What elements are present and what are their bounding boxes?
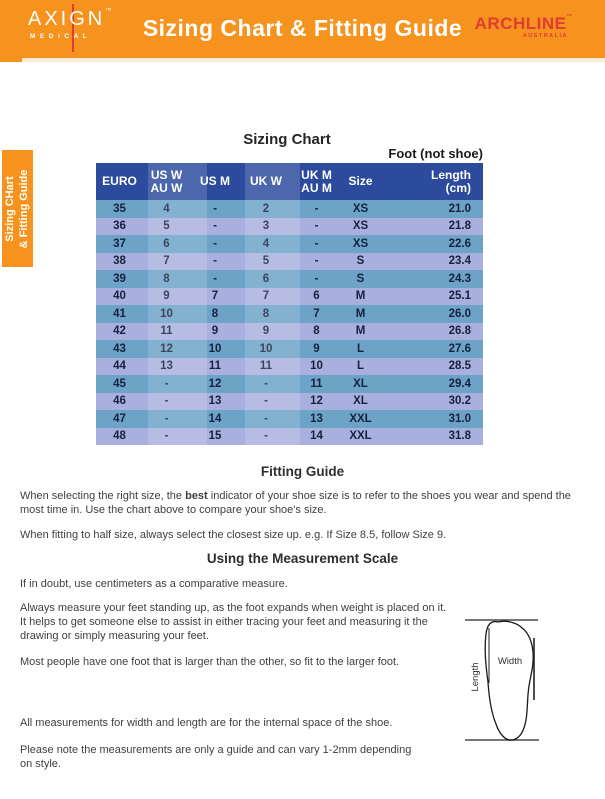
side-tab <box>2 150 33 267</box>
table-cell: S <box>356 255 365 268</box>
archline-logo <box>475 14 573 39</box>
table-cell: 10 <box>259 342 273 355</box>
table-cell: - <box>213 272 217 285</box>
table-cell: 15 <box>208 430 222 443</box>
table-cell: - <box>213 220 217 233</box>
fitting-guide-paragraph-2: When fitting to half size, always select the closest size up. e.g. If Size 8.5, follow Size 9. <box>20 529 447 541</box>
table-cell: 13 <box>208 395 222 408</box>
table-cell: - <box>314 272 319 285</box>
table-cell: 27.6 <box>448 342 471 355</box>
table-cell: 7 <box>262 290 270 303</box>
table-cell: 14 <box>310 430 323 443</box>
table-cell: 7 <box>211 290 219 303</box>
table-cell: - <box>314 237 319 250</box>
table-cell: 8 <box>163 272 170 285</box>
table-cell: S <box>356 272 365 285</box>
table-cell: 21.8 <box>448 220 471 233</box>
sizing-table-header <box>96 163 483 200</box>
table-cell: 11 <box>208 360 222 373</box>
table-cell: 43 <box>113 342 126 355</box>
table-cell: 9 <box>262 325 270 338</box>
table-cell: 42 <box>113 325 126 338</box>
table-cell: 11 <box>259 360 273 373</box>
column-header-text: US W <box>150 167 183 182</box>
table-cell: - <box>264 430 268 443</box>
table-cell: - <box>164 412 169 425</box>
page-title: Sizing Chart & Fitting Guide <box>142 15 463 41</box>
table-row <box>96 218 483 236</box>
table-cell: L <box>356 342 365 355</box>
table-cell: - <box>314 255 319 268</box>
measurement-paragraph-2: Always measure your feet standing up, as the foot expands when weight is placed on it. It helps to get someone else to assist in either tracing your feet and measuring it the drawing or simply measuring your feet. <box>20 602 447 642</box>
table-cell: 45 <box>113 377 126 390</box>
column-header-text: Size <box>348 174 373 188</box>
table-cell: 6 <box>262 272 270 285</box>
table-cell: - <box>213 237 217 250</box>
paragraph-text: indicator of your shoe size is to refer to the shoes you wear and spend the most time in. Use the chart above to compare your shoe's size. <box>20 490 571 516</box>
table-cell: M <box>355 307 366 320</box>
column-header-length <box>380 163 483 200</box>
table-cell: 4 <box>262 237 270 250</box>
column-header-text: Length <box>431 167 471 182</box>
table-cell: 46 <box>113 395 126 408</box>
table-cell: XL <box>353 395 368 408</box>
axign-logo-text: AXIGN <box>28 8 106 30</box>
table-row <box>96 288 483 306</box>
table-cell: 2 <box>262 202 270 215</box>
column-header-text: (cm) <box>445 180 471 195</box>
column-header-usm <box>190 163 240 200</box>
archline-trademark: ™ <box>566 14 573 20</box>
table-cell: 5 <box>163 220 170 233</box>
table-cell: XS <box>352 202 369 215</box>
table-cell: - <box>213 255 217 268</box>
foot-outline <box>485 621 533 740</box>
table-row <box>96 375 483 393</box>
archline-logo-name <box>475 14 573 34</box>
table-cell: 35 <box>113 202 126 215</box>
fitting-guide-heading: Fitting Guide <box>260 464 345 479</box>
column-header-ukm-aum <box>292 163 341 200</box>
table-cell: - <box>164 395 169 408</box>
column-header-text: AU W <box>150 180 183 195</box>
table-cell: XXL <box>349 430 372 443</box>
table-cell: - <box>213 202 217 215</box>
table-cell: 48 <box>113 430 126 443</box>
length-label: Length <box>470 662 481 692</box>
table-cell: 8 <box>211 307 219 320</box>
archline-logo-text: ARCHLINE <box>474 14 567 33</box>
measurement-scale-heading: Using the Measurement Scale <box>206 551 399 566</box>
table-cell: 13 <box>310 412 323 425</box>
table-cell: XXL <box>349 412 372 425</box>
table-cell: 40 <box>113 290 126 303</box>
measurement-paragraph-4: All measurements for width and length are for the internal space of the shoe. <box>20 717 393 729</box>
column-header-text: UK W <box>250 174 282 188</box>
header-bottom-stub <box>0 58 22 62</box>
table-cell: 13 <box>160 360 173 373</box>
table-row <box>96 358 483 376</box>
axign-medical-logo <box>28 8 118 52</box>
table-cell: M <box>355 290 366 303</box>
side-tab-label <box>3 150 33 267</box>
table-cell: 10 <box>160 307 173 320</box>
column-header-text: EURO <box>102 174 137 188</box>
table-row <box>96 200 483 218</box>
column-header-text: AU M <box>301 180 332 195</box>
table-cell: - <box>264 395 268 408</box>
measurement-paragraph-3: Most people have one foot that is larger than the other, so fit to the larger foot. <box>20 656 400 668</box>
table-cell: 24.3 <box>448 272 471 285</box>
table-row <box>96 323 483 341</box>
table-cell: 26.0 <box>448 307 471 320</box>
table-cell: 9 <box>313 342 320 355</box>
side-tab-line2: & Fitting Guide <box>17 169 30 248</box>
table-cell: 10 <box>208 342 222 355</box>
paragraph-bold-text: best <box>185 490 208 502</box>
sizing-chart-title: Sizing Chart <box>243 131 331 148</box>
axign-logo-name <box>28 8 118 31</box>
table-cell: 47 <box>113 412 126 425</box>
table-cell: L <box>356 360 365 373</box>
table-cell: - <box>164 377 169 390</box>
table-cell: 25.1 <box>448 290 471 303</box>
table-row <box>96 428 483 446</box>
table-cell: 5 <box>262 255 270 268</box>
measurement-paragraph-1: If in doubt, use centimeters as a comparative measure. <box>20 578 288 590</box>
column-header-text: US M <box>200 174 230 188</box>
table-row <box>96 235 483 253</box>
axign-trademark: ™ <box>105 8 112 14</box>
table-cell: 7 <box>163 255 170 268</box>
table-cell: 8 <box>262 307 270 320</box>
table-cell: - <box>264 412 268 425</box>
foot-not-shoe-label: Foot (not shoe) <box>388 146 483 161</box>
table-cell: 36 <box>113 220 126 233</box>
table-cell: 28.5 <box>448 360 471 373</box>
table-cell: 3 <box>262 220 270 233</box>
table-cell: 6 <box>163 237 170 250</box>
table-cell: M <box>355 325 366 338</box>
table-row <box>96 393 483 411</box>
table-row <box>96 270 483 288</box>
table-cell: 12 <box>160 342 173 355</box>
header-bottom-strip <box>0 58 605 62</box>
table-cell: 11 <box>310 377 323 390</box>
table-cell: 4 <box>163 202 170 215</box>
table-cell: 38 <box>113 255 126 268</box>
column-header-ukw <box>240 163 292 200</box>
column-header-euro <box>96 163 143 200</box>
table-cell: - <box>314 220 319 233</box>
measurement-paragraph-5: Please note the measurements are only a guide and can vary 1-2mm depending on style. <box>20 744 412 770</box>
table-cell: 14 <box>208 412 222 425</box>
sizing-table <box>96 163 483 445</box>
table-row <box>96 410 483 428</box>
table-row <box>96 305 483 323</box>
table-cell: XS <box>352 220 369 233</box>
table-cell: 22.6 <box>448 237 471 250</box>
table-cell: - <box>264 377 268 390</box>
table-cell: 31.8 <box>448 430 471 443</box>
table-cell: 41 <box>113 307 126 320</box>
table-cell: 9 <box>211 325 219 338</box>
table-cell: XL <box>353 377 368 390</box>
sizing-table-body <box>96 200 483 445</box>
table-cell: 12 <box>310 395 323 408</box>
table-cell: 30.2 <box>448 395 471 408</box>
paragraph-text: When selecting the right size, the <box>20 490 186 502</box>
side-tab-line1: Sizing CHart <box>3 175 16 242</box>
column-header-usw-auw <box>143 163 190 200</box>
table-cell: 7 <box>313 307 320 320</box>
table-cell: 11 <box>160 325 173 338</box>
table-cell: 44 <box>113 360 126 373</box>
table-cell: 39 <box>113 272 126 285</box>
fitting-guide-paragraph-1 <box>20 489 582 517</box>
header-banner <box>0 0 605 58</box>
table-cell: 12 <box>208 377 222 390</box>
table-cell: 29.4 <box>448 377 471 390</box>
table-cell: - <box>314 202 319 215</box>
table-cell: XS <box>352 237 369 250</box>
table-cell: 8 <box>313 325 320 338</box>
column-header-text: UK M <box>301 167 332 182</box>
table-cell: 23.4 <box>448 255 471 268</box>
table-row <box>96 253 483 271</box>
table-row <box>96 340 483 358</box>
table-cell: 37 <box>113 237 126 250</box>
table-cell: 21.0 <box>448 202 471 215</box>
foot-diagram <box>458 612 558 747</box>
axign-logo-subtext: MEDICAL <box>30 33 92 40</box>
table-cell: 10 <box>310 360 323 373</box>
table-cell: 26.8 <box>448 325 471 338</box>
table-cell: 9 <box>163 290 170 303</box>
table-cell: 31.0 <box>448 412 471 425</box>
table-cell: 6 <box>313 290 320 303</box>
archline-logo-subtext: AUSTRALIA <box>522 33 568 39</box>
table-cell: - <box>164 430 169 443</box>
column-header-size <box>341 163 380 200</box>
width-label: Width <box>497 656 523 667</box>
